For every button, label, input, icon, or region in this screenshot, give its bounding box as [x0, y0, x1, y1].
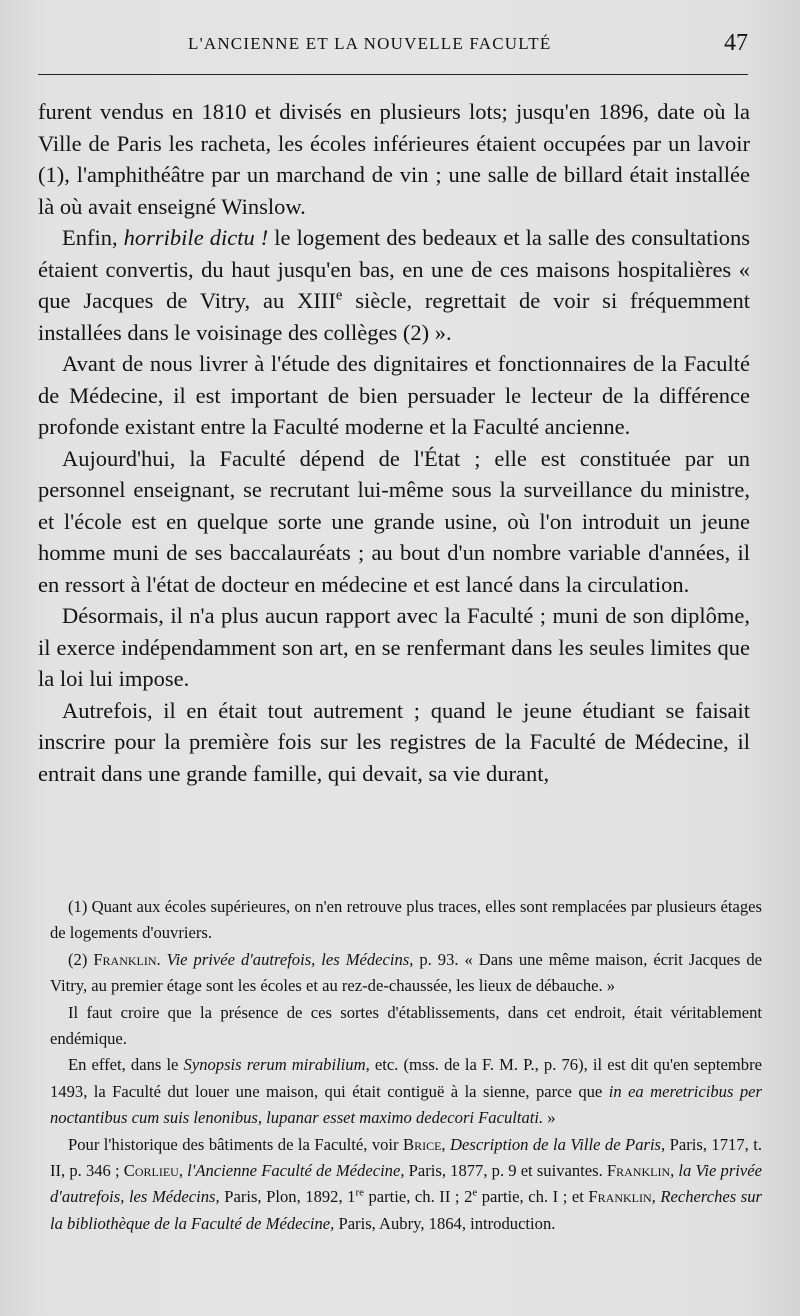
- paragraph-2: [38, 222, 750, 348]
- footnote-2-title: Vie privée d'autrefois, les Médecins,: [160, 949, 414, 969]
- footnote-5-part-c: Paris, 1877, p. 9 et suivantes.: [404, 1161, 607, 1181]
- paragraph-1: furent vendus en 1810 et divisés en plusieurs lots; jusqu'en 1896, date où la Ville de Paris les racheta, les écoles inférieures étaient occupées par un lavoir (1), l'amphithéâtre par un marchand de vin ; une salle de billard était installée là où avait enseigné Winslow.: [38, 99, 750, 219]
- footnote-1: (1) Quant aux écoles supérieures, on n'en retrouve plus traces, elles sont remplacées par plusieurs étages de logements d'ouvriers.: [50, 897, 762, 943]
- paragraph-6: Autrefois, il en était tout autrement ; quand le jeune étudiant se faisait inscrire pour la première fois sur les registres de la Faculté de Médecine, il entrait dans une grande famille, qui devait, sa vie durant,: [38, 697, 750, 786]
- footnote-4-latin-quote: in ea meretricibus per noctantibus cum suis lenonibus, lupanar esset maximo dedecori Facultati.: [50, 1081, 762, 1128]
- footnote-4: [50, 1052, 762, 1131]
- page-header: [38, 30, 748, 62]
- paragraph-2-middle: le logement des bedeaux et la salle des consultations étaient convertis, du haut jusqu'en bas, en une de ces maisons hospitalières « que Jacques de Vitry, au XIII: [38, 225, 751, 313]
- footnote-5-start: Pour l'historique des bâtiments de la Faculté, voir: [68, 1134, 404, 1154]
- footnote-4-middle: etc. (mss. de la F. M. P., p. 76), il est dit qu'en septembre 1493, la Faculté dut louer une maison, qui était contiguë à la sienne, parce que: [50, 1055, 762, 1101]
- footnote-2: [50, 947, 762, 1000]
- footnote-5-part-e: partie, ch. II ; 2: [363, 1187, 473, 1207]
- paragraph-4: Aujourd'hui, la Faculté dépend de l'État ; elle est constituée par un personnel enseignant, se recrutant lui-même sous la surveillance du ministre, et l'école est en quelque sorte une grande usine, où l'on introduit un jeune homme muni de ses baccalauréats ; au bout d'un nombre variable d'années, il en ressort à l'état de docteur en médecine et est lancé dans la circulation.: [38, 445, 750, 597]
- superscript-e: e: [472, 1186, 478, 1199]
- footnote-4-end: »: [543, 1108, 556, 1128]
- footnote-5-part-b: Paris, 1717, t. II, p. 346 ;: [50, 1134, 762, 1181]
- running-title: L'ANCIENNE ET LA NOUVELLE FACULTÉ: [188, 34, 552, 53]
- footnote-2-number: (2): [68, 949, 94, 969]
- superscript-re: re: [355, 1186, 364, 1199]
- footnotes: [50, 894, 762, 1237]
- latin-phrase: horribile dictu !: [123, 225, 269, 250]
- paragraph-5: Désormais, il n'a plus aucun rapport avec la Faculté ; muni de son diplôme, il exerce indépendamment son art, en se renfermant dans les seules limites que la loi lui impose.: [38, 603, 750, 691]
- paragraph-2-end: siècle, regrettait de voir si fréquemment installées dans le voisinage des collèges (2) ».: [38, 288, 751, 345]
- footnote-3: Il faut croire que la présence de ces sortes d'établissements, dans cet endroit, était véritablement endémique.: [50, 1002, 762, 1049]
- footnote-5: [50, 1132, 762, 1238]
- main-text: [38, 96, 750, 789]
- footnote-2-author: Franklin.: [93, 949, 161, 969]
- footnote-4-start: En effet, dans le: [68, 1055, 184, 1075]
- century-superscript: e: [335, 287, 343, 304]
- author-franklin-2: Franklin,: [588, 1187, 656, 1207]
- author-brice: Brice,: [403, 1134, 446, 1154]
- paragraph-3: Avant de nous livrer à l'étude des dignitaires et fonctionnaires de la Faculté de Médecine, il est important de bien persuader le lecteur de la différence profonde existant entre la Faculté moderne et la Faculté ancienne.: [38, 351, 750, 439]
- footnote-5-part-d: Paris, Plon, 1892, 1: [219, 1187, 356, 1207]
- footnote-4-source-title: Synopsis rerum mirabilium,: [183, 1055, 370, 1075]
- header-rule: [38, 74, 748, 75]
- title-corlieu: l'Ancienne Faculté de Médecine,: [183, 1161, 405, 1181]
- title-franklin-2: Recherches sur la bibliothèque de la Faculté de Médecine,: [50, 1187, 762, 1233]
- author-franklin: Franklin,: [606, 1161, 675, 1181]
- title-franklin: la Vie privée d'autrefois, les Médecins,: [50, 1161, 762, 1207]
- page-number: 47: [724, 30, 748, 56]
- footnote-5-part-f: partie, ch. I ; et: [477, 1187, 589, 1207]
- title-brice: Description de la Ville de Paris,: [445, 1134, 666, 1154]
- author-corlieu: Corlieu,: [123, 1161, 183, 1181]
- footnote-2-text: p. 93. « Dans une même maison, écrit Jacques de Vitry, au premier étage sont les écoles et au rez-de-chaussée, les lieux de débauche. »: [50, 949, 763, 996]
- footnote-5-part-g: Paris, Aubry, 1864, introduction.: [334, 1213, 556, 1233]
- paragraph-2-start: Enfin,: [62, 225, 124, 250]
